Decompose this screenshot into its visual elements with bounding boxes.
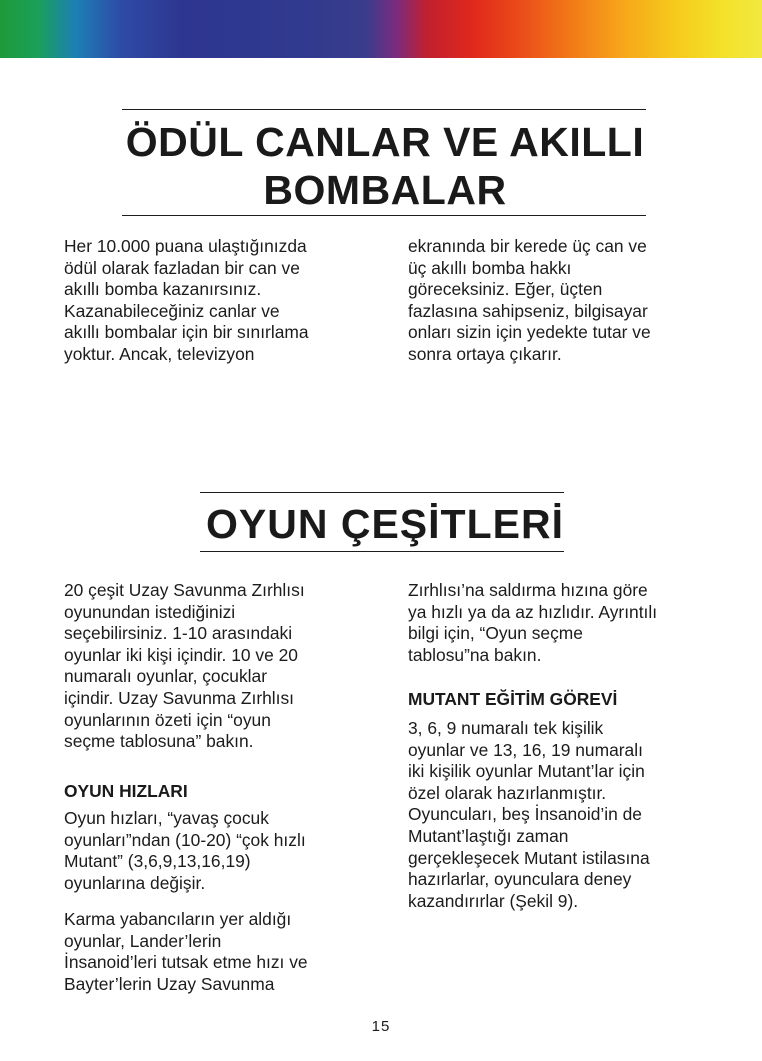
section-title-game-types: OYUN ÇEŞİTLERİ xyxy=(206,501,564,547)
title-rule-bottom xyxy=(122,215,646,216)
title-rule-top xyxy=(122,109,646,110)
section-title-bonus-line2: BOMBALAR xyxy=(263,167,507,213)
page-number: 15 xyxy=(371,1018,391,1035)
game-types-intro: 20 çeşit Uzay Savunma Zırhlısı oyunundan istediğinizi seçebilirsiniz. 1-10 arasındaki oyunlar iki kişi içindir. 10 ve 20 numaralı oyunlar, çocuklar içindir. Uzay Savunma Zırhlısı oyunlarının özeti için “oyun seçme tablosuna” bakın. xyxy=(64,580,305,752)
bonus-text-left: Her 10.000 puana ulaştığınızda ödül olarak fazladan bir can ve akıllı bomba kazanırsınız. Kazanabileceğiniz canlar ve akıllı bombalar için bir sınırlama yoktur. Ancak, televizyon xyxy=(64,236,309,364)
game-speeds-text: Oyun hızları, “yavaş çocuk oyunları”ndan (10-20) “çok hızlı Mutant” (3,6,9,13,16,19) oyunlarına değişir. xyxy=(64,808,306,893)
section-title-bonus-line1: ÖDÜL CANLAR VE AKILLI xyxy=(125,119,645,165)
game-speeds-continued: Zırhlısı’na saldırma hızına göre ya hızlı ya da az hızlıdır. Ayrıntılı bilgi için, “Oyun seçme tablosu”na bakın. xyxy=(408,580,658,665)
section-title-bonus xyxy=(90,118,680,214)
mutant-training-heading: MUTANT EĞİTİM GÖREVİ xyxy=(408,689,618,709)
game-speeds-text-2: Karma yabancıların yer aldığı oyunlar, Lander’lerin İnsanoid’leri tutsak etme hızı ve Bayter’lerin Uzay Savunma xyxy=(64,909,308,994)
title2-rule-top xyxy=(200,492,564,493)
mutant-training-text: 3, 6, 9 numaralı tek kişilik oyunlar ve 13, 16, 19 numaralı iki kişilik oyunlar Mutant’lar için özel olarak hazırlanmıştır. Oyuncuları, beş İnsanoid’in de Mutant’laştığı zaman gerçekleşecek Mutant istilasına hazırlarlar, oyunculara deney kazandırırlar (Şekil 9). xyxy=(408,718,650,911)
title2-rule-bottom xyxy=(200,551,564,552)
bonus-text-right: ekranında bir kerede üç can ve üç akıllı bomba hakkı göreceksiniz. Eğer, üçten fazlasına sahipseniz, bilgisayar onları sizin için yedekte tutar ve sonra ortaya çıkarır. xyxy=(408,236,651,364)
game-speeds-heading: OYUN HIZLARI xyxy=(64,781,188,801)
rainbow-header-band xyxy=(0,0,762,58)
